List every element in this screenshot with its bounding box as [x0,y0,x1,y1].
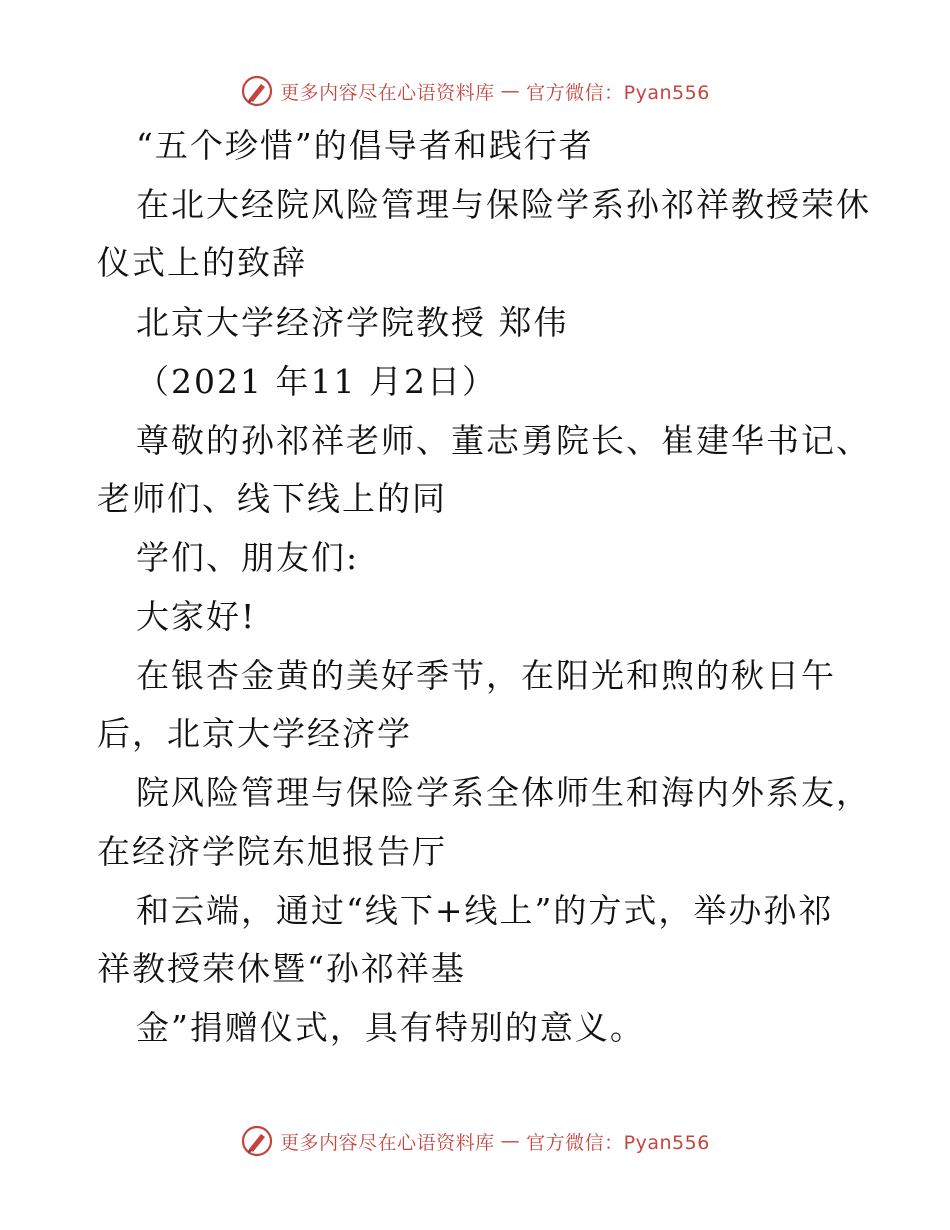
paragraph-line: 在经济学院东旭报告厅 [97,832,447,871]
watermark-brand: 更多内容尽在心语资料库 [280,1131,495,1154]
watermark-contact: 官方微信：Pyan556 [526,1131,710,1154]
document-subtitle-line1: 在北大经院风险管理与保险学系孙祁祥教授荣休 [136,185,871,224]
salutation-line3: 学们、朋友们: [136,538,360,577]
paragraph-line: 在银杏金黄的美好季节，在阳光和煦的秋日午 [136,656,836,695]
watermark-brand: 更多内容尽在心语资料库 [280,81,495,104]
salutation-line1: 尊敬的孙祁祥老师、董志勇院长、崔建华书记、 [136,421,871,460]
pen-logo-icon [240,1124,274,1158]
watermark-separator: — [500,80,521,102]
paragraph-line: 后，北京大学经济学 [97,714,412,753]
document-subtitle-line2: 仪式上的致辞 [97,243,307,282]
author-line: 北京大学经济学院教授 郑伟 [136,303,569,342]
greeting-line: 大家好! [136,597,257,636]
paragraph-line: 院风险管理与保险学系全体师生和海内外系友， [136,773,871,812]
date-line: （2021 年11 月2日） [136,362,497,401]
watermark-separator: — [500,1130,521,1152]
watermark-contact: 官方微信：Pyan556 [526,81,710,104]
paragraph-line: 祥教授荣休暨“孙祁祥基 [97,949,466,988]
footer-watermark [0,1124,950,1158]
salutation-line2: 老师们、线下线上的同 [97,479,447,518]
paragraph-line: 和云端，通过“线下+线上”的方式，举办孙祁 [136,891,834,930]
paragraph-line: 金”捐赠仪式，具有特别的意义。 [136,1008,645,1047]
pen-logo-icon [240,74,274,108]
document-title: “五个珍惜”的倡导者和践行者 [136,126,594,165]
header-watermark [0,74,950,108]
